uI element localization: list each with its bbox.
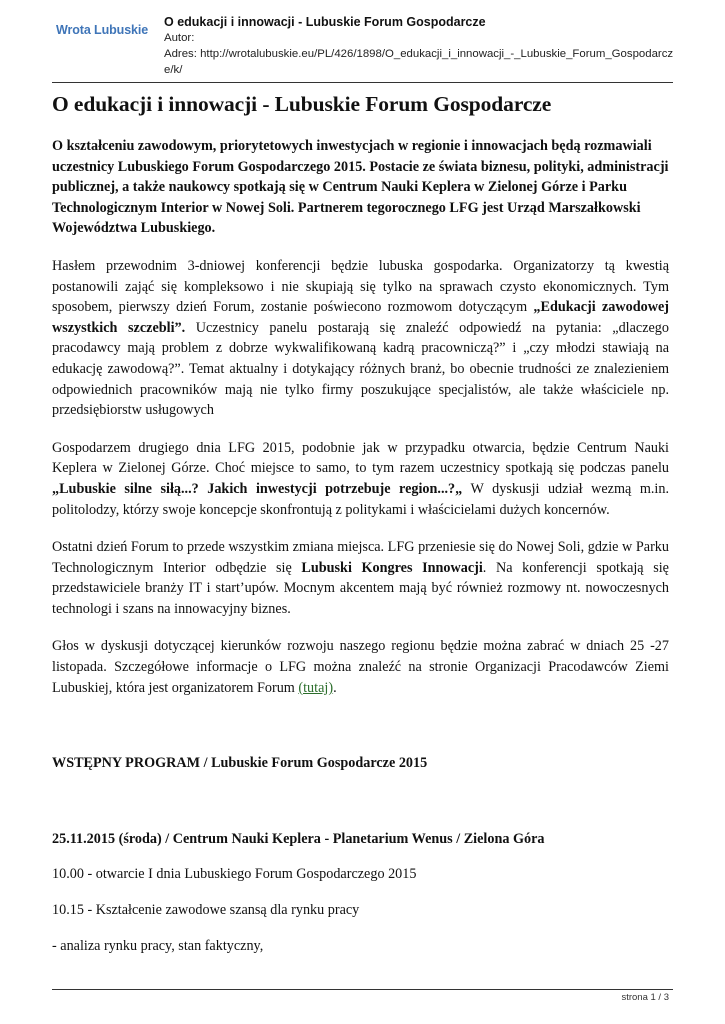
article-lead: O kształceniu zawodowym, priorytetowych inwestycjach w regionie i innowacjach będą rozmawiali uczestnicy Lubuskiego Forum Gospodarczego 2015. Postacie ze świata biznesu, polityki, administracji publicznej, a także naukowcy spotkają się w Centrum Nauki Keplera w Zielonej Górze i Parku Technologicznym Interior w Nowej Soli. Partnerem tegorocznego LFG jest Urząd Marszałkowski Województwa Lubuskiego. xyxy=(52,138,669,237)
address-url[interactable]: http://wrotalubuskie.eu/PL/426/1898/O_edukacji_i_innowacji_-_Lubuskie_Forum_Gospodarcze/k/ xyxy=(164,48,674,76)
address-label: Adres: xyxy=(164,48,197,60)
article-content xyxy=(52,90,669,956)
address-line xyxy=(164,46,676,78)
paragraph-2-emphasis: „Lubuskie silne siłą...? Jakich inwestycji potrzebuje region...?„ xyxy=(52,480,463,497)
page-number: strona 1 / 3 xyxy=(621,992,669,1003)
article-title: O edukacji i innowacji - Lubuskie Forum Gospodarcze xyxy=(52,92,552,116)
paragraph-4 xyxy=(52,636,669,698)
program-day-1-title: 25.11.2015 (środa) / Centrum Nauki Keplera - Planetarium Wenus / Zielona Góra xyxy=(52,830,545,847)
paragraph-3-text-cont: . Na konferencji spotkają się przedstawiciele branży IT i start’upów. Mocnym akcentem mają być również rozmowy nt. nowoczesnych technologi i szans na innowacyjny biznes. xyxy=(52,559,669,617)
program-item: 10.15 - Kształcenie zawodowe szansą dla rynku pracy xyxy=(52,902,360,919)
wrota-lubuskie-logo[interactable]: Wrota Lubuskie xyxy=(56,23,149,37)
paragraph-2-text-cont: W dyskusji udział wezmą m.in. politolodzy, którzy swoje koncepcje skonfrontują z politykami i właścicielami dużych koncernów. xyxy=(52,480,669,518)
document-meta xyxy=(164,14,676,78)
organizer-link[interactable]: (tutaj) xyxy=(298,679,334,696)
program-title: WSTĘPNY PROGRAM / Lubuskie Forum Gospodarcze 2015 xyxy=(52,755,428,772)
paragraph-3-emphasis: Lubuski Kongres Innowacji xyxy=(301,559,483,576)
paragraph-3-text: Ostatni dzień Forum to przede wszystkim zmiana miejsca. LFG przeniesie się do Nowej Soli, gdzie w Parku Technologicznym Interior odbędzie się xyxy=(52,539,669,576)
footer-divider xyxy=(52,989,673,990)
program-item: - analiza rynku pracy, stan faktyczny, xyxy=(52,937,264,954)
paragraph-1-text-cont: Uczestnicy panelu postarają się znaleźć odpowiedź na pytania: „dlaczego pracodawcy mają problem z dobrze wykwalifikowaną kadrą pracowniczą?” i „czy młodzi stawiają na edukację zawodową?”. Temat aktualny i dotykający różnych branż, bo obecnie trudności ze znalezieniem odpowiednich pracowników mają nie tylko firmy poszukujące specjalistów, ale także właściciele np. przedsiębiorstw usługowych xyxy=(52,319,669,419)
paragraph-1 xyxy=(52,256,669,421)
program-item: 10.00 - otwarcie I dnia Lubuskiego Forum Gospodarczego 2015 xyxy=(52,866,417,883)
paragraph-4-end: . xyxy=(333,679,337,696)
paragraph-3 xyxy=(52,537,669,619)
paragraph-1-text: Hasłem przewodnim 3-dniowej konferencji będzie lubuska gospodarka. Organizatorzy tą kwestią postanowili zająć się kompleksowo i nie skupiają się tylko na sprawach czysto ekonomicznych. Tym sposobem, pierwszy dzień Forum, zostanie poświecono rozmowom dotyczącym xyxy=(52,257,669,316)
document-header xyxy=(52,14,674,82)
header-divider xyxy=(52,82,673,83)
paragraph-4-text: Głos w dyskusji dotyczącej kierunków rozwoju naszego regionu będzie można zabrać w dniach 25 -27 listopada. Szczegółowe informacje o LFG można znaleźć na stronie Organizacji Pracodawców Ziemi Lubuskiej, która jest organizatorem Forum xyxy=(52,638,669,696)
author-label: Autor: xyxy=(164,32,195,44)
paragraph-1-emphasis: „Edukacji zawodowej wszystkich szczebli”. xyxy=(52,299,669,336)
paragraph-2 xyxy=(52,438,669,520)
header-doc-title: O edukacji i innowacji - Lubuskie Forum Gospodarcze xyxy=(164,15,486,29)
paragraph-2-text: Gospodarzem drugiego dnia LFG 2015, podobnie jak w przypadku otwarcia, będzie Centrum Nauki Keplera w Zielonej Górze. Choć miejsce to samo, to tym razem uczestnicy spotkają się podczas panelu xyxy=(52,439,669,477)
